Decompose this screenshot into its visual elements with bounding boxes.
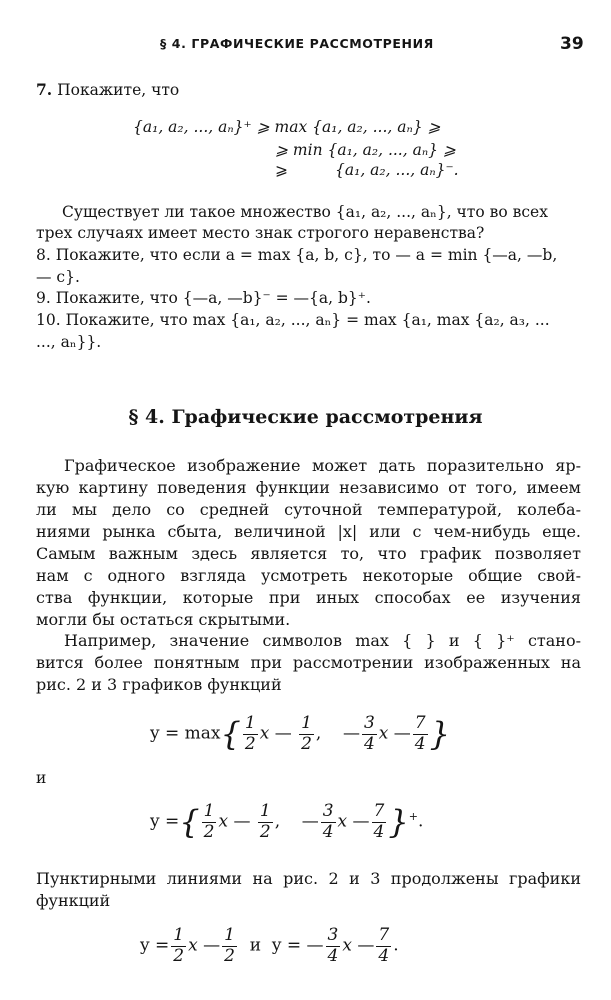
- minus-sign: —: [301, 811, 319, 832]
- variable-x: x: [218, 811, 229, 832]
- exercise-10-line-1: 10. Покажите, что max {a₁, a₂, ..., aₙ} = max {a₁, max {a₂, a₃, ...: [36, 311, 550, 329]
- exercise-8-line-2: — c}.: [36, 268, 80, 286]
- section-heading: § 4. Графические рассмотрения: [128, 406, 483, 428]
- paragraph-2: [36, 630, 581, 696]
- fraction: $\frac{3}{4}$: [327, 925, 339, 966]
- fraction: $\frac{7}{4}$: [373, 801, 385, 842]
- paragraph-2-line: Например, значение символов max { } и { }⁺ стано-: [64, 631, 581, 650]
- exercise-text: Покажите, что: [57, 81, 180, 99]
- fraction: $\frac{7}{4}$: [378, 925, 390, 966]
- formula-positive-part: y ={ $\frac{1}{2}$ x — $\frac{1}{2}$ , — $\frac{3}{4}$ x — $\frac{7}{4}$ }+.: [150, 801, 424, 842]
- paragraph-1-line: могли бы остаться скрытыми.: [36, 610, 291, 629]
- paragraph-3: [36, 868, 581, 912]
- formula-lhs: y =: [140, 935, 170, 956]
- minus-sign: —: [274, 723, 292, 744]
- formula-lhs: y =: [150, 811, 180, 832]
- paragraph-1-line: кую картину поведения функции независимо от того, имеем: [36, 478, 581, 497]
- formula-lhs: y = —: [271, 935, 324, 956]
- variable-x: x: [188, 935, 198, 956]
- right-brace: }: [388, 803, 409, 842]
- exercise-7-intro: [36, 82, 179, 99]
- ex7-question-line-1: Существует ли такое множество {a₁, a₂, ..., aₙ}, что во всех: [62, 203, 548, 221]
- variable-x: x: [378, 723, 389, 744]
- variable-x: x: [342, 935, 352, 956]
- ex7-formula-line-1: {a₁, a₂, ..., aₙ}⁺ ⩾ max {a₁, a₂, ..., aₙ} ⩾: [133, 118, 441, 136]
- fraction: $\frac{1}{2}$: [244, 713, 256, 754]
- fraction: $\frac{1}{2}$: [173, 925, 185, 966]
- ex7-formula-line-3-set: {a₁, a₂, ..., aₙ}⁻.: [335, 161, 459, 179]
- conjunction: и: [249, 935, 262, 956]
- minus-sign: —: [357, 935, 375, 956]
- paragraph-2-line: рис. 2 и 3 графиков функций: [36, 675, 282, 694]
- paragraph-2-line: вится более понятным при рассмотрении изображенных на: [36, 653, 581, 672]
- fraction: $\frac{1}{2}$: [301, 713, 312, 754]
- formula-lines: y = $\frac{1}{2}$ x — $\frac{1}{2}$ и y = — $\frac{3}{4}$ x — $\frac{7}{4}$ .: [140, 925, 399, 966]
- fraction: $\frac{3}{4}$: [322, 801, 334, 842]
- paragraph-3-line: Пунктирными линиями на рис. 2 и 3 продолжены графики: [36, 869, 581, 888]
- left-brace: {: [220, 715, 241, 754]
- running-title: § 4. ГРАФИЧЕСКИЕ РАССМОТРЕНИЯ: [160, 36, 434, 51]
- minus-sign: —: [233, 811, 251, 832]
- ex7-formula-line-2: ⩾ min {a₁, a₂, ..., aₙ} ⩾: [275, 141, 456, 159]
- page-number: 39: [560, 34, 584, 54]
- paragraph-1-line: ниями рынка сбыта, величиной |x| или с чем-нибудь еще.: [36, 522, 581, 541]
- paragraph-1-line: ства функции, которые при иных способах ее изучения: [36, 588, 581, 607]
- superscript-plus: +: [408, 809, 418, 823]
- paragraph-3-line: функций: [36, 891, 111, 910]
- formula-max: y = max{ $\frac{1}{2}$ x — $\frac{1}{2}$ , — $\frac{3}{4}$ x — $\frac{7}{4}$ }: [150, 713, 450, 754]
- fraction: $\frac{1}{2}$: [259, 801, 271, 842]
- paragraph-1: [36, 455, 581, 631]
- fraction: $\frac{1}{2}$: [224, 925, 235, 966]
- variable-x: x: [337, 811, 348, 832]
- exercise-8-line-1: 8. Покажите, что если a = max {a, b, c}, то — a = min {—a, —b,: [36, 246, 558, 264]
- exercise-10-line-2: ..., aₙ}}.: [36, 333, 102, 351]
- paragraph-1-line: Графическое изображение может дать поразительно яр-: [64, 456, 581, 475]
- ex7-question-line-2: трех случаях имеет место знак строгого неравенства?: [36, 224, 485, 242]
- exercise-9-line-1: 9. Покажите, что {—a, —b}⁻ = —{a, b}⁺.: [36, 289, 371, 307]
- exercise-number: 7.: [36, 80, 53, 99]
- paragraph-1-line: ли мы дело со средней суточной температурой, колеба-: [36, 500, 581, 519]
- fraction: $\frac{1}{2}$: [203, 801, 215, 842]
- ex7-formula-line-3-relation: ⩾: [275, 161, 288, 179]
- fraction: $\frac{7}{4}$: [414, 713, 426, 754]
- conjunction: и: [36, 769, 47, 787]
- paragraph-1-line: Самым важным здесь является то, что график позволяет: [36, 544, 581, 563]
- right-brace: }: [429, 715, 450, 754]
- fraction: $\frac{3}{4}$: [363, 713, 375, 754]
- minus-sign: —: [393, 723, 411, 744]
- minus-sign: —: [342, 723, 360, 744]
- variable-x: x: [259, 723, 270, 744]
- formula-lhs: y = max: [150, 723, 221, 744]
- minus-sign: —: [203, 935, 221, 956]
- paragraph-1-line: нам с одного взгляда усмотреть некоторые общие свой-: [36, 566, 581, 585]
- minus-sign: —: [352, 811, 370, 832]
- left-brace: {: [179, 803, 200, 842]
